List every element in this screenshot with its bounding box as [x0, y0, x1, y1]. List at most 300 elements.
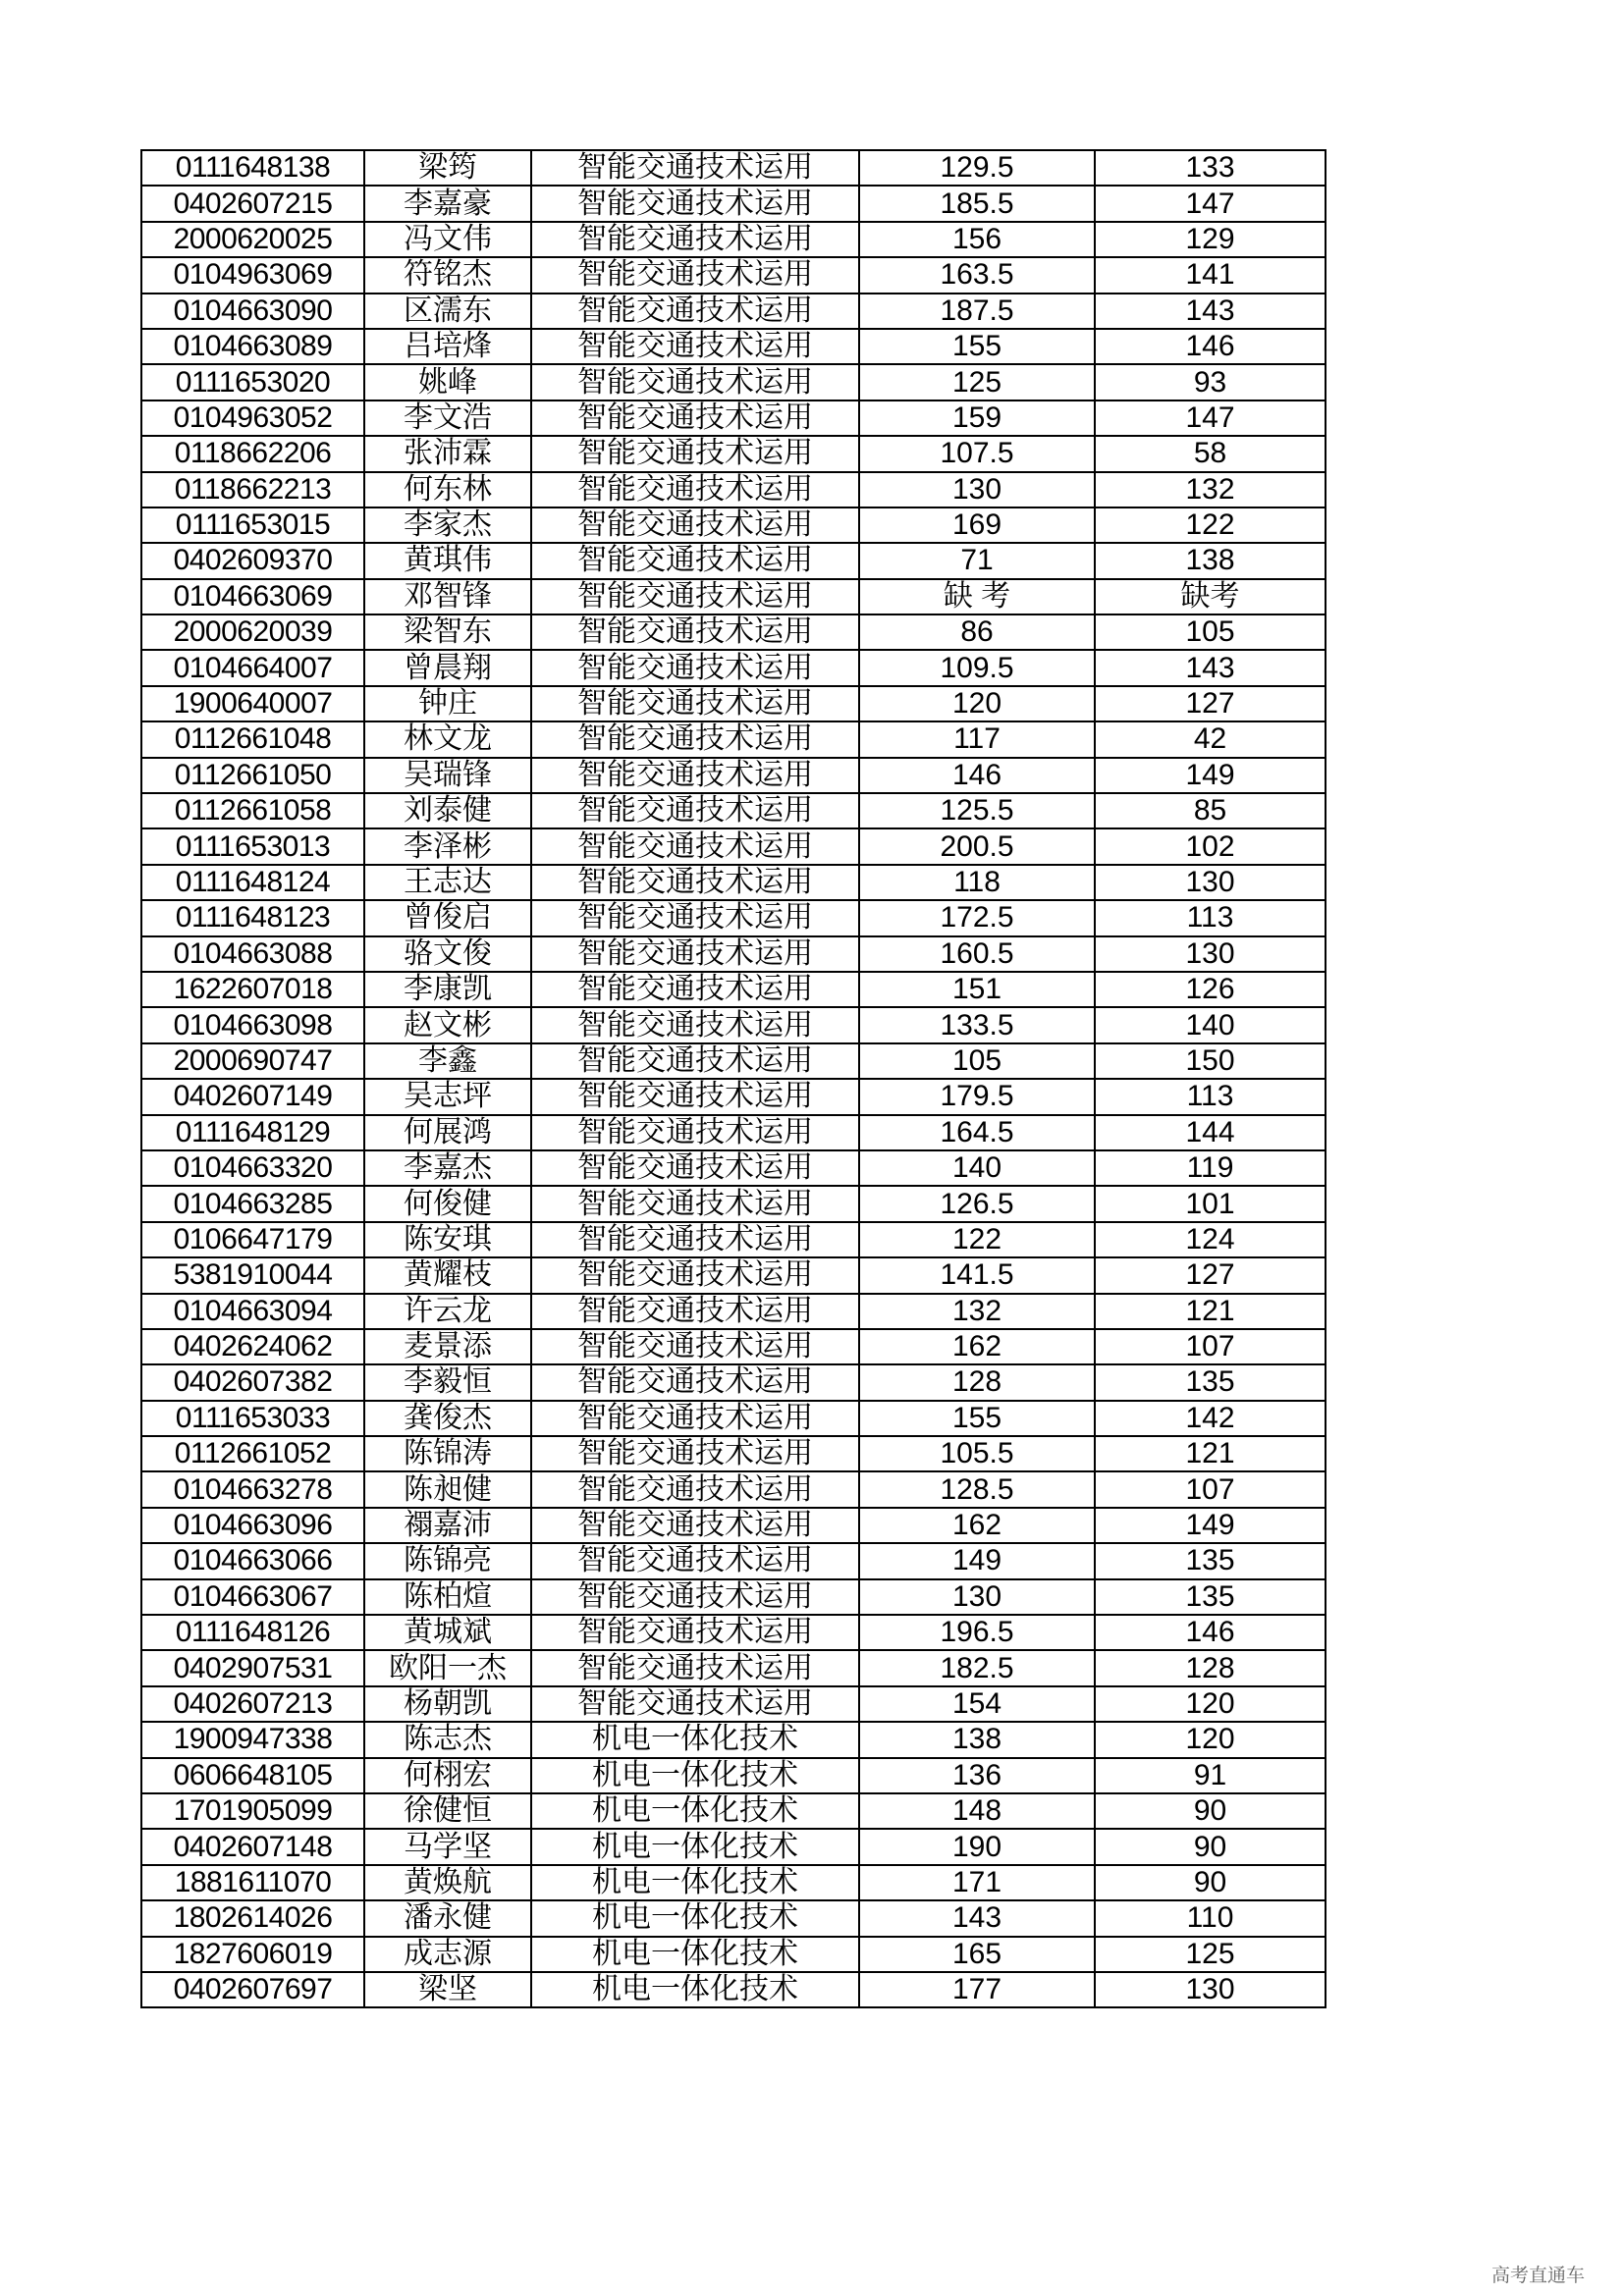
table-row: [141, 1257, 1326, 1293]
score2-cell: 107: [1095, 1329, 1326, 1364]
score2-cell: 143: [1095, 294, 1326, 329]
major-cell: 智能交通技术运用: [531, 1364, 859, 1400]
name-cell: 黄耀枝: [364, 1257, 531, 1293]
score1-cell: 154: [859, 1686, 1095, 1722]
major-cell: 机电一体化技术: [531, 1793, 859, 1829]
major-cell: 机电一体化技术: [531, 1829, 859, 1864]
candidate-id-cell: 0106647179: [141, 1222, 364, 1257]
score2-cell: 121: [1095, 1436, 1326, 1471]
table-row: [141, 1900, 1326, 1936]
table-row: [141, 543, 1326, 578]
name-cell: 李康凯: [364, 972, 531, 1007]
major-cell: 机电一体化技术: [531, 1900, 859, 1936]
score2-cell: 135: [1095, 1543, 1326, 1578]
candidate-id-cell: 0111648123: [141, 900, 364, 935]
major-cell: 智能交通技术运用: [531, 1115, 859, 1150]
major-cell: 智能交通技术运用: [531, 1329, 859, 1364]
score1-cell: 105: [859, 1043, 1095, 1079]
table-row: [141, 1650, 1326, 1685]
candidate-id-cell: 0111648126: [141, 1615, 364, 1650]
name-cell: 梁智东: [364, 614, 531, 650]
major-cell: 智能交通技术运用: [531, 650, 859, 685]
score1-cell: 190: [859, 1829, 1095, 1864]
table-row: [141, 1543, 1326, 1578]
name-cell: 张沛霖: [364, 436, 531, 471]
major-cell: 智能交通技术运用: [531, 186, 859, 221]
score2-cell: 130: [1095, 1972, 1326, 2007]
score1-cell: 169: [859, 507, 1095, 543]
score1-cell: 128: [859, 1364, 1095, 1400]
score1-cell: 155: [859, 329, 1095, 364]
table-row: [141, 1401, 1326, 1436]
score1-cell: 141.5: [859, 1257, 1095, 1293]
name-cell: 姚峰: [364, 364, 531, 400]
major-cell: 智能交通技术运用: [531, 972, 859, 1007]
score2-cell: 130: [1095, 936, 1326, 972]
table-row: [141, 329, 1326, 364]
table-row: [141, 579, 1326, 614]
candidate-id-cell: 0402624062: [141, 1329, 364, 1364]
name-cell: 何俊健: [364, 1186, 531, 1221]
table-row: [141, 1186, 1326, 1221]
candidate-id-cell: 0104663066: [141, 1543, 364, 1578]
name-cell: 陈志杰: [364, 1722, 531, 1757]
major-cell: 机电一体化技术: [531, 1758, 859, 1793]
candidate-id-cell: 1622607018: [141, 972, 364, 1007]
major-cell: 智能交通技术运用: [531, 758, 859, 793]
score2-cell: 129: [1095, 222, 1326, 257]
score2-cell: 143: [1095, 650, 1326, 685]
candidate-id-cell: 0402609370: [141, 543, 364, 578]
major-cell: 智能交通技术运用: [531, 865, 859, 900]
candidate-id-cell: 2000620039: [141, 614, 364, 650]
score2-cell: 101: [1095, 1186, 1326, 1221]
name-cell: 骆文俊: [364, 936, 531, 972]
candidate-id-cell: 0111648124: [141, 865, 364, 900]
score2-cell: 42: [1095, 721, 1326, 757]
major-cell: 智能交通技术运用: [531, 1471, 859, 1507]
major-cell: 智能交通技术运用: [531, 472, 859, 507]
major-cell: 智能交通技术运用: [531, 294, 859, 329]
major-cell: 智能交通技术运用: [531, 614, 859, 650]
table-row: [141, 865, 1326, 900]
name-cell: 王志达: [364, 865, 531, 900]
score1-cell: 缺 考: [859, 579, 1095, 614]
score2-cell: 90: [1095, 1829, 1326, 1864]
candidate-id-cell: 0104663278: [141, 1471, 364, 1507]
table-row: [141, 1758, 1326, 1793]
candidate-id-cell: 2000620025: [141, 222, 364, 257]
major-cell: 智能交通技术运用: [531, 150, 859, 186]
score1-cell: 143: [859, 1900, 1095, 1936]
table-row: [141, 1793, 1326, 1829]
score2-cell: 140: [1095, 1007, 1326, 1042]
candidate-id-cell: 0111648138: [141, 150, 364, 186]
major-cell: 智能交通技术运用: [531, 543, 859, 578]
table-row: [141, 1364, 1326, 1400]
score2-cell: 144: [1095, 1115, 1326, 1150]
score1-cell: 117: [859, 721, 1095, 757]
table-row: [141, 1079, 1326, 1114]
table-row: [141, 1436, 1326, 1471]
candidate-id-cell: 0104663096: [141, 1508, 364, 1543]
score1-cell: 130: [859, 1579, 1095, 1615]
name-cell: 潘永健: [364, 1900, 531, 1936]
score1-cell: 172.5: [859, 900, 1095, 935]
score1-cell: 185.5: [859, 186, 1095, 221]
table-row: [141, 972, 1326, 1007]
table-row: [141, 1937, 1326, 1972]
score2-cell: 146: [1095, 329, 1326, 364]
name-cell: 区濡东: [364, 294, 531, 329]
table-row: [141, 364, 1326, 400]
score-table-body: [141, 150, 1326, 2007]
table-row: [141, 1865, 1326, 1900]
name-cell: 马学坚: [364, 1829, 531, 1864]
score1-cell: 140: [859, 1150, 1095, 1186]
major-cell: 智能交通技术运用: [531, 329, 859, 364]
score1-cell: 162: [859, 1329, 1095, 1364]
table-row: [141, 758, 1326, 793]
major-cell: 智能交通技术运用: [531, 686, 859, 721]
major-cell: 智能交通技术运用: [531, 436, 859, 471]
candidate-id-cell: 0104663320: [141, 1150, 364, 1186]
score1-cell: 159: [859, 400, 1095, 436]
major-cell: 智能交通技术运用: [531, 579, 859, 614]
table-row: [141, 793, 1326, 828]
score2-cell: 147: [1095, 400, 1326, 436]
score1-cell: 182.5: [859, 1650, 1095, 1685]
name-cell: 陈锦涛: [364, 1436, 531, 1471]
score2-cell: 127: [1095, 1257, 1326, 1293]
score1-cell: 171: [859, 1865, 1095, 1900]
major-cell: 智能交通技术运用: [531, 936, 859, 972]
score1-cell: 107.5: [859, 436, 1095, 471]
candidate-id-cell: 0111648129: [141, 1115, 364, 1150]
major-cell: 智能交通技术运用: [531, 1222, 859, 1257]
name-cell: 徐健恒: [364, 1793, 531, 1829]
table-row: [141, 257, 1326, 293]
score1-cell: 132: [859, 1294, 1095, 1329]
table-row: [141, 1471, 1326, 1507]
score2-cell: 128: [1095, 1650, 1326, 1685]
score2-cell: 130: [1095, 865, 1326, 900]
table-row: [141, 1579, 1326, 1615]
candidate-id-cell: 0111653020: [141, 364, 364, 400]
major-cell: 智能交通技术运用: [531, 1186, 859, 1221]
table-row: [141, 1686, 1326, 1722]
score2-cell: 150: [1095, 1043, 1326, 1079]
table-row: [141, 936, 1326, 972]
score2-cell: 107: [1095, 1471, 1326, 1507]
name-cell: 欧阳一杰: [364, 1650, 531, 1685]
major-cell: 智能交通技术运用: [531, 1007, 859, 1042]
score2-cell: 58: [1095, 436, 1326, 471]
score1-cell: 130: [859, 472, 1095, 507]
candidate-id-cell: 0402907531: [141, 1650, 364, 1685]
major-cell: 智能交通技术运用: [531, 364, 859, 400]
score1-cell: 151: [859, 972, 1095, 1007]
name-cell: 吴志坪: [364, 1079, 531, 1114]
score1-cell: 133.5: [859, 1007, 1095, 1042]
name-cell: 成志源: [364, 1937, 531, 1972]
candidate-id-cell: 0402607213: [141, 1686, 364, 1722]
candidate-id-cell: 1900947338: [141, 1722, 364, 1757]
table-row: [141, 650, 1326, 685]
name-cell: 陈柏煊: [364, 1579, 531, 1615]
score1-cell: 148: [859, 1793, 1095, 1829]
name-cell: 黄焕航: [364, 1865, 531, 1900]
table-row: [141, 1043, 1326, 1079]
table-row: [141, 472, 1326, 507]
candidate-id-cell: 0111653013: [141, 828, 364, 864]
major-cell: 机电一体化技术: [531, 1865, 859, 1900]
score2-cell: 135: [1095, 1579, 1326, 1615]
major-cell: 智能交通技术运用: [531, 1543, 859, 1578]
score2-cell: 149: [1095, 1508, 1326, 1543]
score1-cell: 122: [859, 1222, 1095, 1257]
major-cell: 智能交通技术运用: [531, 1508, 859, 1543]
major-cell: 机电一体化技术: [531, 1972, 859, 2007]
name-cell: 梁坚: [364, 1972, 531, 2007]
table-row: [141, 1972, 1326, 2007]
candidate-id-cell: 5381910044: [141, 1257, 364, 1293]
score2-cell: 121: [1095, 1294, 1326, 1329]
score2-cell: 缺考: [1095, 579, 1326, 614]
candidate-id-cell: 0112661048: [141, 721, 364, 757]
candidate-id-cell: 1802614026: [141, 1900, 364, 1936]
candidate-id-cell: 2000690747: [141, 1043, 364, 1079]
major-cell: 智能交通技术运用: [531, 1294, 859, 1329]
score1-cell: 118: [859, 865, 1095, 900]
score2-cell: 133: [1095, 150, 1326, 186]
name-cell: 陈锦亮: [364, 1543, 531, 1578]
name-cell: 何栩宏: [364, 1758, 531, 1793]
candidate-id-cell: 0606648105: [141, 1758, 364, 1793]
score1-cell: 125: [859, 364, 1095, 400]
score2-cell: 147: [1095, 186, 1326, 221]
table-row: [141, 400, 1326, 436]
major-cell: 智能交通技术运用: [531, 507, 859, 543]
table-row: [141, 686, 1326, 721]
candidate-id-cell: 0104663089: [141, 329, 364, 364]
name-cell: 李泽彬: [364, 828, 531, 864]
major-cell: 智能交通技术运用: [531, 1686, 859, 1722]
candidate-id-cell: 0402607149: [141, 1079, 364, 1114]
major-cell: 智能交通技术运用: [531, 900, 859, 935]
table-row: [141, 828, 1326, 864]
score2-cell: 141: [1095, 257, 1326, 293]
name-cell: 李家杰: [364, 507, 531, 543]
score1-cell: 160.5: [859, 936, 1095, 972]
name-cell: 杨朝凯: [364, 1686, 531, 1722]
candidate-id-cell: 0118662206: [141, 436, 364, 471]
candidate-id-cell: 0104963069: [141, 257, 364, 293]
name-cell: 林文龙: [364, 721, 531, 757]
score2-cell: 146: [1095, 1615, 1326, 1650]
table-row: [141, 1150, 1326, 1186]
score2-cell: 85: [1095, 793, 1326, 828]
score1-cell: 187.5: [859, 294, 1095, 329]
score1-cell: 196.5: [859, 1615, 1095, 1650]
name-cell: 陈昶健: [364, 1471, 531, 1507]
score1-cell: 86: [859, 614, 1095, 650]
score1-cell: 120: [859, 686, 1095, 721]
score1-cell: 149: [859, 1543, 1095, 1578]
name-cell: 邓智锋: [364, 579, 531, 614]
table-row: [141, 1222, 1326, 1257]
name-cell: 龚俊杰: [364, 1401, 531, 1436]
score1-cell: 156: [859, 222, 1095, 257]
score2-cell: 110: [1095, 1900, 1326, 1936]
score2-cell: 90: [1095, 1865, 1326, 1900]
candidate-id-cell: 0104663090: [141, 294, 364, 329]
major-cell: 智能交通技术运用: [531, 1150, 859, 1186]
candidate-id-cell: 0104663069: [141, 579, 364, 614]
candidate-id-cell: 0104664007: [141, 650, 364, 685]
name-cell: 吕培烽: [364, 329, 531, 364]
name-cell: 钟庄: [364, 686, 531, 721]
score2-cell: 126: [1095, 972, 1326, 1007]
major-cell: 智能交通技术运用: [531, 1650, 859, 1685]
score2-cell: 113: [1095, 1079, 1326, 1114]
name-cell: 陈安琪: [364, 1222, 531, 1257]
name-cell: 符铭杰: [364, 257, 531, 293]
candidate-id-cell: 0402607215: [141, 186, 364, 221]
name-cell: 曾晨翔: [364, 650, 531, 685]
table-row: [141, 436, 1326, 471]
score1-cell: 105.5: [859, 1436, 1095, 1471]
name-cell: 何东林: [364, 472, 531, 507]
score2-cell: 120: [1095, 1722, 1326, 1757]
candidate-id-cell: 0402607697: [141, 1972, 364, 2007]
candidate-id-cell: 1701905099: [141, 1793, 364, 1829]
table-row: [141, 1115, 1326, 1150]
name-cell: 刘泰健: [364, 793, 531, 828]
name-cell: 冯文伟: [364, 222, 531, 257]
name-cell: 许云龙: [364, 1294, 531, 1329]
name-cell: 赵文彬: [364, 1007, 531, 1042]
score2-cell: 132: [1095, 472, 1326, 507]
name-cell: 李鑫: [364, 1043, 531, 1079]
major-cell: 智能交通技术运用: [531, 1079, 859, 1114]
table-row: [141, 1829, 1326, 1864]
major-cell: 智能交通技术运用: [531, 1401, 859, 1436]
score1-cell: 71: [859, 543, 1095, 578]
candidate-id-cell: 0104663067: [141, 1579, 364, 1615]
score-table: [140, 149, 1326, 2008]
major-cell: 智能交通技术运用: [531, 222, 859, 257]
table-row: [141, 1722, 1326, 1757]
table-row: [141, 507, 1326, 543]
score1-cell: 129.5: [859, 150, 1095, 186]
candidate-id-cell: 1881611070: [141, 1865, 364, 1900]
table-row: [141, 1294, 1326, 1329]
candidate-id-cell: 0112661052: [141, 1436, 364, 1471]
score1-cell: 155: [859, 1401, 1095, 1436]
table-row: [141, 614, 1326, 650]
score1-cell: 179.5: [859, 1079, 1095, 1114]
table-row: [141, 1007, 1326, 1042]
major-cell: 智能交通技术运用: [531, 1043, 859, 1079]
score2-cell: 138: [1095, 543, 1326, 578]
candidate-id-cell: 0402607148: [141, 1829, 364, 1864]
major-cell: 智能交通技术运用: [531, 257, 859, 293]
score2-cell: 119: [1095, 1150, 1326, 1186]
candidate-id-cell: 0104663094: [141, 1294, 364, 1329]
major-cell: 智能交通技术运用: [531, 828, 859, 864]
candidate-id-cell: 0104663098: [141, 1007, 364, 1042]
major-cell: 智能交通技术运用: [531, 721, 859, 757]
name-cell: 梁筠: [364, 150, 531, 186]
score1-cell: 163.5: [859, 257, 1095, 293]
score1-cell: 162: [859, 1508, 1095, 1543]
major-cell: 智能交通技术运用: [531, 1579, 859, 1615]
name-cell: 黄琪伟: [364, 543, 531, 578]
table-row: [141, 186, 1326, 221]
candidate-id-cell: 0111653033: [141, 1401, 364, 1436]
name-cell: 曾俊启: [364, 900, 531, 935]
major-cell: 智能交通技术运用: [531, 793, 859, 828]
candidate-id-cell: 0402607382: [141, 1364, 364, 1400]
major-cell: 智能交通技术运用: [531, 1436, 859, 1471]
name-cell: 李毅恒: [364, 1364, 531, 1400]
table-row: [141, 721, 1326, 757]
name-cell: 黄城斌: [364, 1615, 531, 1650]
name-cell: 麦景添: [364, 1329, 531, 1364]
score1-cell: 136: [859, 1758, 1095, 1793]
table-row: [141, 1615, 1326, 1650]
name-cell: 吴瑞锋: [364, 758, 531, 793]
score2-cell: 127: [1095, 686, 1326, 721]
watermark: 高考直通车: [1491, 2266, 1586, 2286]
score1-cell: 177: [859, 1972, 1095, 2007]
score2-cell: 105: [1095, 614, 1326, 650]
major-cell: 智能交通技术运用: [531, 1615, 859, 1650]
score2-cell: 124: [1095, 1222, 1326, 1257]
major-cell: 机电一体化技术: [531, 1722, 859, 1757]
table-row: [141, 900, 1326, 935]
score2-cell: 102: [1095, 828, 1326, 864]
table-row: [141, 1508, 1326, 1543]
major-cell: 机电一体化技术: [531, 1937, 859, 1972]
table-row: [141, 294, 1326, 329]
score1-cell: 164.5: [859, 1115, 1095, 1150]
score1-cell: 128.5: [859, 1471, 1095, 1507]
table-row: [141, 222, 1326, 257]
score1-cell: 165: [859, 1937, 1095, 1972]
candidate-id-cell: 1900640007: [141, 686, 364, 721]
name-cell: 何展鸿: [364, 1115, 531, 1150]
name-cell: 李嘉杰: [364, 1150, 531, 1186]
score1-cell: 200.5: [859, 828, 1095, 864]
score2-cell: 91: [1095, 1758, 1326, 1793]
candidate-id-cell: 1827606019: [141, 1937, 364, 1972]
score2-cell: 113: [1095, 900, 1326, 935]
table-row: [141, 1329, 1326, 1364]
score1-cell: 138: [859, 1722, 1095, 1757]
score2-cell: 120: [1095, 1686, 1326, 1722]
candidate-id-cell: 0111653015: [141, 507, 364, 543]
candidate-id-cell: 0112661058: [141, 793, 364, 828]
name-cell: 李文浩: [364, 400, 531, 436]
score2-cell: 90: [1095, 1793, 1326, 1829]
score1-cell: 125.5: [859, 793, 1095, 828]
candidate-id-cell: 0104663088: [141, 936, 364, 972]
score1-cell: 146: [859, 758, 1095, 793]
score1-cell: 109.5: [859, 650, 1095, 685]
candidate-id-cell: 0104963052: [141, 400, 364, 436]
